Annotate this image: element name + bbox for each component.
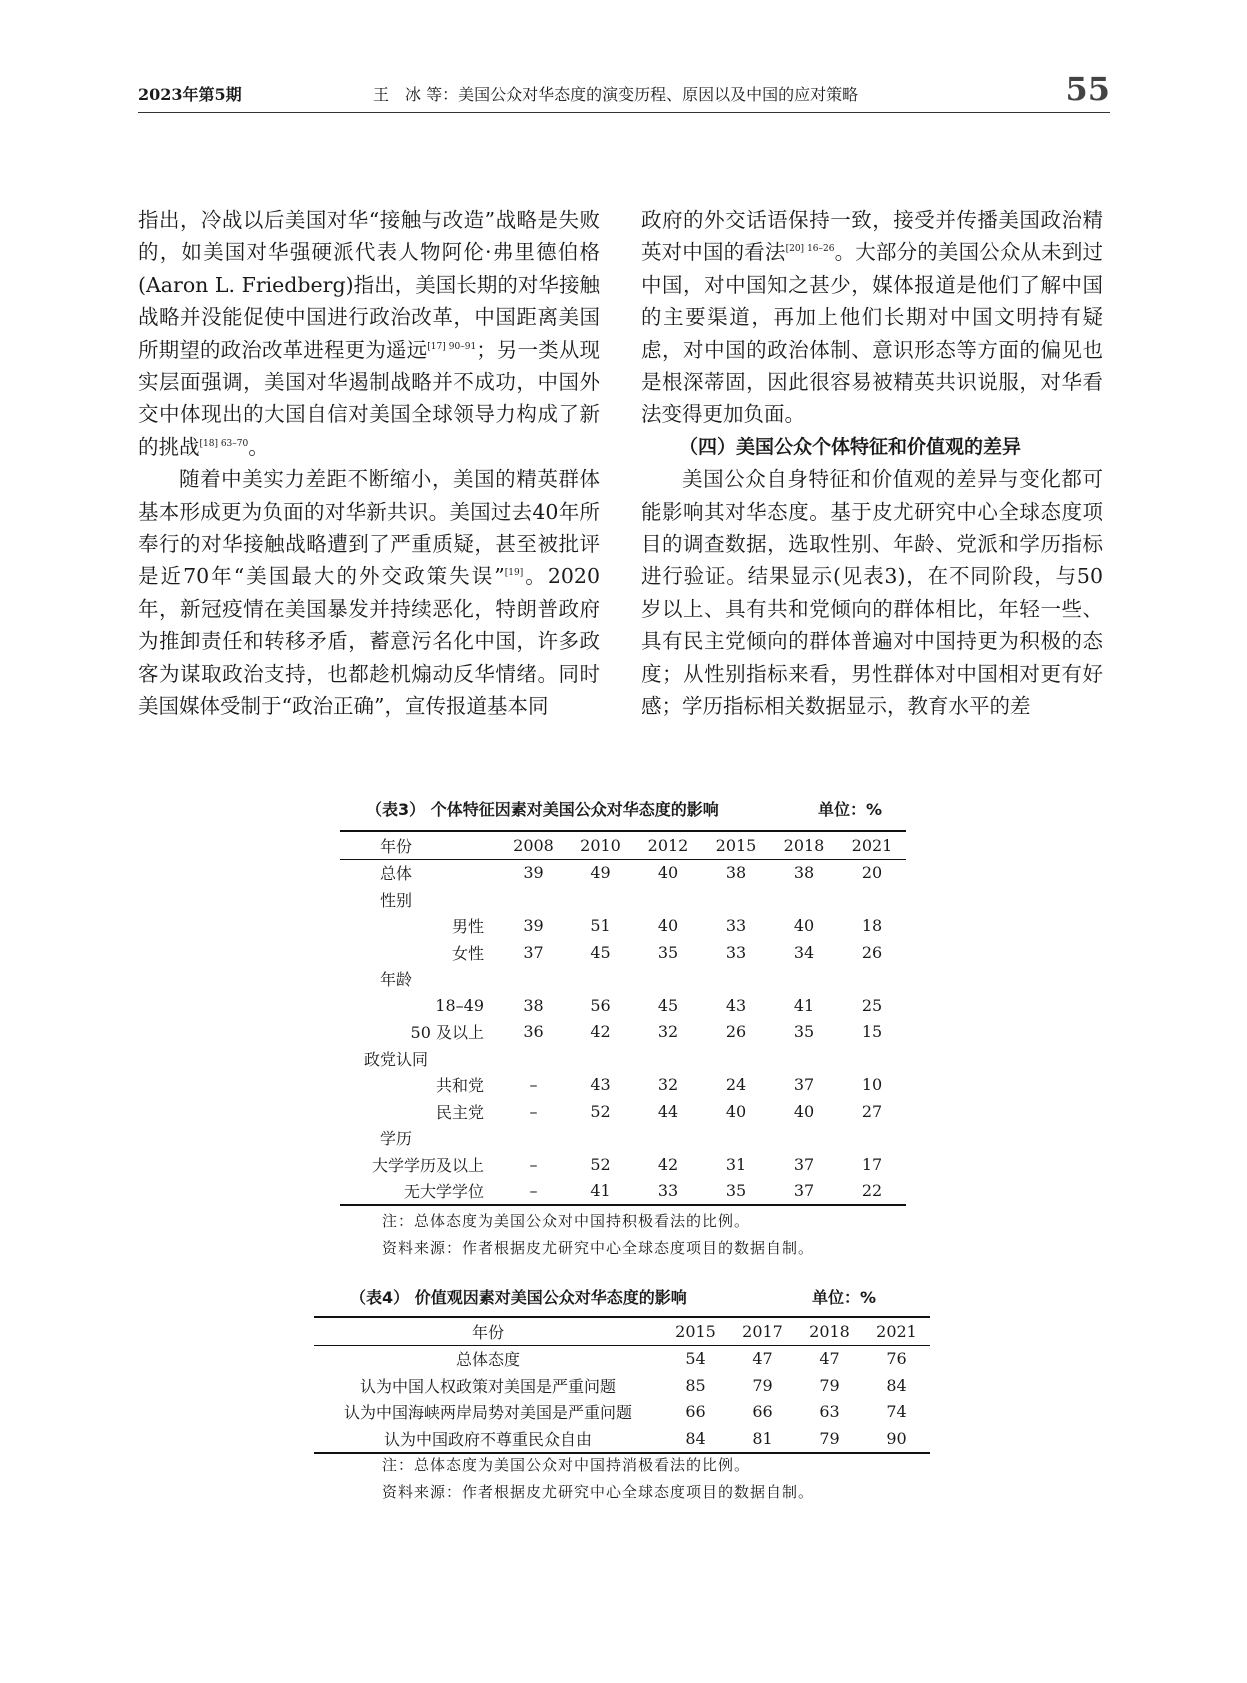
table3-title: （表3） 个体特征因素对美国公众对华态度的影响: [366, 800, 719, 819]
value-cell: [838, 1045, 906, 1072]
table-row: [340, 1045, 906, 1072]
paragraph-text: 。2020年，新冠疫情在美国暴发并持续恶化，特朗普政府为推卸责任和转移矛盾，蓄意污名化中国，许多政客为谋取政治支持，也都趁机煽动反华情绪。同时美国媒体受制于“政治正确”，宣传报道基本同: [138, 564, 601, 719]
table4-caption: [350, 1285, 890, 1309]
running-header: [138, 68, 1110, 113]
value-cell: [567, 1045, 634, 1072]
value-statement: 认为中国政府不尊重民众自由: [383, 1429, 592, 1449]
paragraph: [138, 463, 600, 722]
table-row: [340, 1178, 906, 1206]
value-cell: 22: [861, 1181, 883, 1201]
table3-unit: 单位：%: [818, 800, 883, 819]
value-cell: –: [529, 1154, 538, 1174]
table-row: [340, 1019, 906, 1046]
value-cell: 39: [523, 863, 544, 883]
subgroup-label: 共和党: [435, 1076, 484, 1096]
value-cell: 38: [523, 995, 544, 1015]
value-cell: 90: [886, 1428, 907, 1448]
value-cell: 47: [819, 1349, 840, 1369]
value-cell: [500, 1045, 567, 1072]
value-cell: 74: [886, 1402, 907, 1422]
value-cell: 32: [657, 1075, 679, 1095]
citation: [17] 90–91: [427, 341, 477, 352]
value-cell: 40: [657, 916, 679, 936]
issue-label: 2023年第5期: [138, 85, 242, 104]
value-cell: 52: [590, 1154, 611, 1174]
value-cell: 31: [725, 1154, 747, 1174]
value-cell: 66: [685, 1402, 706, 1422]
table-row: [340, 886, 906, 913]
value-cell: 26: [861, 942, 883, 962]
value-cell: 43: [725, 995, 747, 1015]
table4-source: 资料来源：作者根据皮尤研究中心全球态度项目的数据自制。: [382, 1483, 815, 1501]
table-row: [340, 859, 906, 886]
value-statement: 总体态度: [455, 1350, 520, 1370]
section-heading: （四）美国公众个体特征和价值观的差异: [679, 435, 1022, 458]
subgroup-label: 50 及以上: [410, 1023, 484, 1043]
value-cell: 40: [793, 1101, 815, 1121]
table3-caption: [366, 797, 886, 821]
table-row: [314, 1425, 930, 1453]
value-cell: 33: [657, 1181, 679, 1201]
value-cell: [567, 886, 634, 913]
value-cell: 42: [590, 1022, 611, 1042]
value-cell: 27: [861, 1101, 883, 1121]
year-header: 2010: [580, 835, 621, 855]
table4-note: 注：总体态度为美国公众对中国持消极看法的比例。: [382, 1456, 751, 1474]
value-cell: 63: [819, 1402, 840, 1422]
page-number: 55: [1065, 70, 1110, 108]
table-row: [314, 1372, 930, 1399]
paragraph: [641, 204, 1103, 431]
category-label: 性别: [380, 890, 413, 910]
category-label: 学历: [380, 1129, 413, 1149]
table-row: [340, 1125, 906, 1152]
table3-source: 资料来源：作者根据皮尤研究中心全球态度项目的数据自制。: [382, 1239, 815, 1257]
table4-header-row: [314, 1317, 930, 1345]
value-cell: 10: [861, 1075, 883, 1095]
table-row: [340, 1151, 906, 1178]
left-text-column: [138, 204, 600, 723]
value-cell: [838, 1125, 906, 1152]
value-cell: 40: [725, 1101, 747, 1121]
value-cell: 37: [793, 1154, 815, 1174]
value-cell: 47: [752, 1349, 773, 1369]
paragraph-text: 。大部分的美国公众从未到过中国，对中国知之甚少，媒体报道是他们了解中国的主要渠道，再加上他们长期对中国文明持有疑虑，对中国的政治体制、意识形态等方面的偏见也是根深蒂固，因此很容易被精英共识说服，对华看法变得更加负面。: [641, 240, 1104, 427]
citation: [18] 63–70: [199, 439, 249, 450]
value-cell: 15: [861, 1022, 883, 1042]
value-cell: 76: [886, 1349, 907, 1369]
table4: [314, 1316, 930, 1454]
value-cell: 44: [657, 1101, 679, 1121]
table-row: [340, 992, 906, 1019]
value-cell: –: [529, 1181, 538, 1201]
value-cell: 40: [657, 863, 679, 883]
paragraph: [641, 463, 1103, 722]
value-cell: 32: [657, 1022, 679, 1042]
citation: [19]: [504, 568, 524, 579]
category-label: 政党认同: [364, 1049, 429, 1069]
subgroup-label: 无大学学位: [403, 1182, 484, 1202]
subgroup-label: 女性: [451, 943, 484, 963]
value-cell: [634, 966, 702, 993]
value-statement: 认为中国人权政策对美国是严重问题: [359, 1376, 616, 1396]
value-cell: [838, 886, 906, 913]
table4-title: （表4） 价值观因素对美国公众对华态度的影响: [350, 1288, 687, 1307]
value-cell: 54: [685, 1349, 706, 1369]
citation: [20] 16–26: [785, 244, 835, 255]
value-cell: [500, 1125, 567, 1152]
value-cell: 66: [752, 1402, 773, 1422]
value-cell: 25: [861, 995, 883, 1015]
table-row: [340, 1098, 906, 1125]
value-cell: 34: [793, 942, 815, 962]
value-cell: [770, 966, 838, 993]
table-row: [340, 966, 906, 993]
table-row: [314, 1345, 930, 1372]
value-cell: 37: [793, 1075, 815, 1095]
year-header: 2018: [783, 835, 825, 855]
value-cell: 52: [590, 1101, 611, 1121]
subgroup-label: 18–49: [435, 995, 484, 1015]
value-cell: 33: [725, 942, 747, 962]
value-cell: 51: [590, 916, 611, 936]
table3-note: 注：总体态度为美国公众对中国持积极看法的比例。: [382, 1212, 751, 1230]
value-cell: 38: [793, 863, 815, 883]
value-cell: 45: [657, 995, 679, 1015]
table-row: [340, 939, 906, 966]
paragraph: [138, 204, 600, 463]
value-cell: [770, 886, 838, 913]
value-cell: [567, 1125, 634, 1152]
paragraph-text: 指出，冷战以后美国对华“接触与改造”战略是失败的，如美国对华强硬派代表人物阿伦·弗里德伯格(Aaron L. Friedberg)指出，美国长期的对华接触战略并没能促使中国进行政治改革，中国距离美国所期望的政治改革进程更为遥远: [138, 208, 600, 362]
value-cell: [702, 1125, 770, 1152]
year-header: 2015: [715, 835, 757, 855]
paragraph-text: ；另一类从现实层面强调，美国对华遏制战略并不成功，中国外交中体现出的大国自信对美国全球领导力构成了新的挑战: [138, 337, 600, 459]
value-cell: 42: [657, 1154, 679, 1174]
value-cell: 26: [725, 1022, 747, 1042]
subgroup-label: 民主党: [435, 1102, 484, 1122]
value-cell: 84: [886, 1375, 907, 1395]
value-statement: 认为中国海峡两岸局势对美国是严重问题: [343, 1403, 632, 1423]
value-cell: 39: [523, 916, 544, 936]
year-header: 2021: [876, 1321, 917, 1341]
value-cell: 36: [523, 1022, 544, 1042]
right-text-column: [641, 204, 1103, 723]
value-cell: [770, 1045, 838, 1072]
value-cell: 56: [590, 995, 611, 1015]
value-cell: 35: [793, 1022, 815, 1042]
year-header: 2008: [513, 835, 554, 855]
value-cell: 85: [685, 1375, 706, 1395]
value-cell: [702, 966, 770, 993]
paragraph-text: 随着中美实力差距不断缩小，美国的精英群体基本形成更为负面的对华新共识。美国过去40年所奉行的对华接触战略遭到了严重质疑，甚至被批评是近70年“美国最大的外交政策失误”: [138, 467, 600, 589]
value-cell: [838, 966, 906, 993]
year-label: 年份: [471, 1322, 504, 1342]
table-row: [340, 1072, 906, 1099]
year-label: 年份: [380, 836, 413, 856]
table4-unit: 单位：%: [812, 1288, 877, 1307]
year-header: 2018: [809, 1321, 850, 1341]
value-cell: 35: [657, 942, 679, 962]
value-cell: 49: [590, 863, 611, 883]
article-title: 王 冰 等：美国公众对华态度的演变历程、原因以及中国的应对策略: [373, 85, 859, 104]
value-cell: 41: [793, 995, 815, 1015]
table-row: [314, 1399, 930, 1426]
value-cell: 18: [861, 916, 883, 936]
value-cell: 24: [725, 1075, 747, 1095]
value-cell: 81: [752, 1428, 773, 1448]
value-cell: [500, 886, 567, 913]
value-cell: 37: [793, 1181, 815, 1201]
value-cell: 84: [685, 1428, 706, 1448]
table-row: [340, 913, 906, 940]
paragraph-text: 政府的外交话语保持一致，接受并传播美国政治精英对中国的看法: [641, 208, 1103, 265]
value-cell: 17: [861, 1154, 883, 1174]
year-header: 2015: [675, 1321, 716, 1341]
year-header: 2017: [742, 1321, 783, 1341]
value-cell: 38: [725, 863, 747, 883]
value-cell: 45: [590, 942, 611, 962]
year-header: 2021: [851, 835, 893, 855]
value-cell: [770, 1125, 838, 1152]
paragraph-text: 。: [248, 434, 269, 459]
value-cell: [634, 1045, 702, 1072]
value-cell: [634, 886, 702, 913]
table3: [340, 830, 906, 1206]
paragraph-text: 美国公众自身特征和价值观的差异与变化都可能影响其对华态度。基于皮尤研究中心全球态度项目的调查数据，选取性别、年龄、党派和学历指标进行验证。结果显示(见表3)，在不同阶段，与50岁以上、具有共和党倾向的群体相比，年轻一些、具有民主党倾向的群体普遍对中国持更为积极的态度；从性别指标来看，男性群体对中国相对更有好感；学历指标相关数据显示，教育水平的差: [641, 467, 1103, 719]
value-cell: [500, 966, 567, 993]
value-cell: –: [529, 1075, 538, 1095]
value-cell: 35: [725, 1181, 747, 1201]
value-cell: [634, 1125, 702, 1152]
value-cell: [702, 886, 770, 913]
value-cell: 43: [590, 1075, 611, 1095]
value-cell: 40: [793, 916, 815, 936]
subgroup-label: 男性: [451, 917, 484, 937]
value-cell: [567, 966, 634, 993]
value-cell: [702, 1045, 770, 1072]
value-cell: –: [529, 1101, 538, 1121]
category-label: 总体: [380, 864, 413, 884]
year-header: 2012: [647, 835, 689, 855]
value-cell: 41: [590, 1181, 611, 1201]
table3-header-row: [340, 831, 906, 859]
value-cell: 79: [819, 1428, 840, 1448]
value-cell: 20: [861, 863, 883, 883]
category-label: 年龄: [380, 970, 413, 990]
value-cell: 33: [725, 916, 747, 936]
value-cell: 79: [819, 1375, 840, 1395]
value-cell: 79: [752, 1375, 773, 1395]
value-cell: 37: [523, 942, 544, 962]
subgroup-label: 大学学历及以上: [371, 1155, 484, 1175]
